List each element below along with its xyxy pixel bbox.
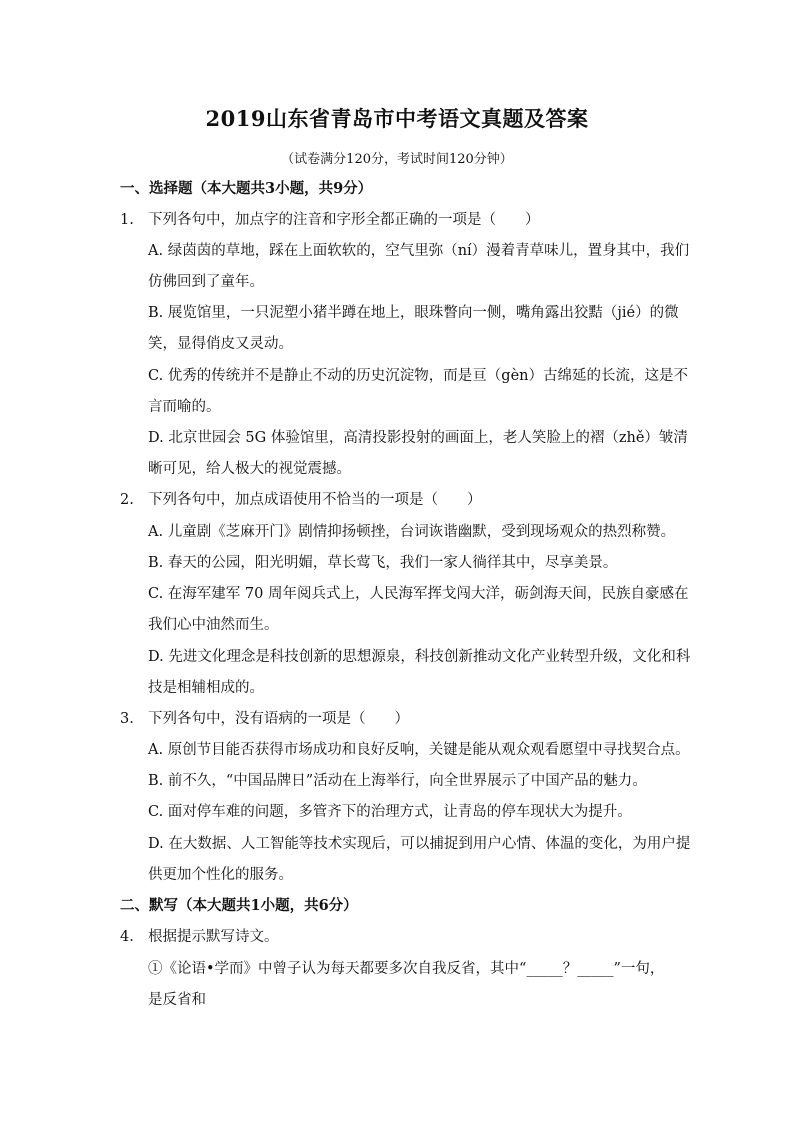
q1-option-d-cont: 晰可见，给人极大的视觉震撼。 xyxy=(148,461,351,477)
q1-option-c-cont: 言而喻的。 xyxy=(148,399,221,415)
q2-option-c: C. 在海军建军 70 周年阅兵式上，人民海军挥戈闯大洋，砺剑海天间，民族自豪感在 xyxy=(148,586,689,602)
q4-line-2: 是反省和 xyxy=(148,992,206,1008)
question-stem: 根据提示默写诗文。 xyxy=(148,929,279,945)
q3-option-d: D. 在大数据、人工智能等技术实现后，可以捕捉到用户心情、体温的变化，为用户提 xyxy=(148,836,691,852)
section-heading-2: 二、默写（本大题共1小题，共6分） xyxy=(120,897,358,914)
q1-option-a: A. 绿茵茵的草地，踩在上面软软的，空气里弥（ní）漫着青草味儿，置身其中，我们 xyxy=(148,243,690,259)
question-stem: 下列各句中，没有语病的一项是（ ） xyxy=(148,711,409,727)
q3-option-a: A. 原创节目能否获得市场成功和良好反响，关键是能从观众观看愿望中寻找契合点。 xyxy=(148,742,690,758)
q3-option-c: C. 面对停车难的问题，多管齐下的治理方式，让青岛的停车现状大为提升。 xyxy=(148,804,632,820)
section-heading-1: 一、选择题（本大题共3小题，共9分） xyxy=(120,180,373,197)
q4-line-1: ①《论语•学而》中曾子认为每天都要多次自我反省，其中“_____？_____”一句， xyxy=(148,961,665,977)
question-number: 3. xyxy=(120,711,134,727)
question-4 xyxy=(120,925,279,946)
q1-option-a-cont: 仿佛回到了童年。 xyxy=(148,274,264,290)
q1-option-b-cont: 笑，显得俏皮又灵动。 xyxy=(148,336,293,352)
question-stem: 下列各句中，加点成语使用不恰当的一项是（ ） xyxy=(148,492,482,508)
q2-option-b: B. 春天的公园，阳光明媚，草长莺飞，我们一家人徜徉其中，尽享美景。 xyxy=(148,555,618,571)
q2-option-d-cont: 技是相辅相成的。 xyxy=(148,680,264,696)
document-subtitle: （试卷满分120分，考试时间120分钟） xyxy=(281,152,513,167)
question-2 xyxy=(120,488,482,509)
q2-option-a: A. 儿童剧《芝麻开门》剧情抑扬顿挫，台词诙谐幽默，受到现场观众的热烈称赞。 xyxy=(148,524,676,540)
q1-option-c: C. 优秀的传统并不是静止不动的历史沉淀物，而是亘（gèn）古绵延的长流，这是不 xyxy=(148,368,688,384)
q2-option-d: D. 先进文化理念是科技创新的思想源泉，科技创新推动文化产业转型升级，文化和科 xyxy=(148,649,691,665)
question-number: 1. xyxy=(120,212,134,228)
q3-option-b: B. 前不久，“中国品牌日”活动在上海举行，向全世界展示了中国产品的魅力。 xyxy=(148,773,647,789)
q1-option-b: B. 展览馆里，一只泥塑小猪半蹲在地上，眼珠瞥向一侧，嘴角露出狡黠（jié）的微 xyxy=(148,305,679,321)
question-number: 2. xyxy=(120,492,134,508)
question-3 xyxy=(120,707,409,728)
q3-option-d-cont: 供更加个性化的服务。 xyxy=(148,867,293,883)
question-1 xyxy=(120,208,540,229)
question-number: 4. xyxy=(120,929,134,945)
q1-option-d: D. 北京世园会 5G 体验馆里，高清投影投射的画面上，老人笑脸上的褶（zhě）皱清 xyxy=(148,430,688,446)
document-title: 2019山东省青岛市中考语文真题及答案 xyxy=(205,106,589,131)
q2-option-c-cont: 我们心中油然而生。 xyxy=(148,617,279,633)
question-stem: 下列各句中，加点字的注音和字形全都正确的一项是（ ） xyxy=(148,212,540,228)
